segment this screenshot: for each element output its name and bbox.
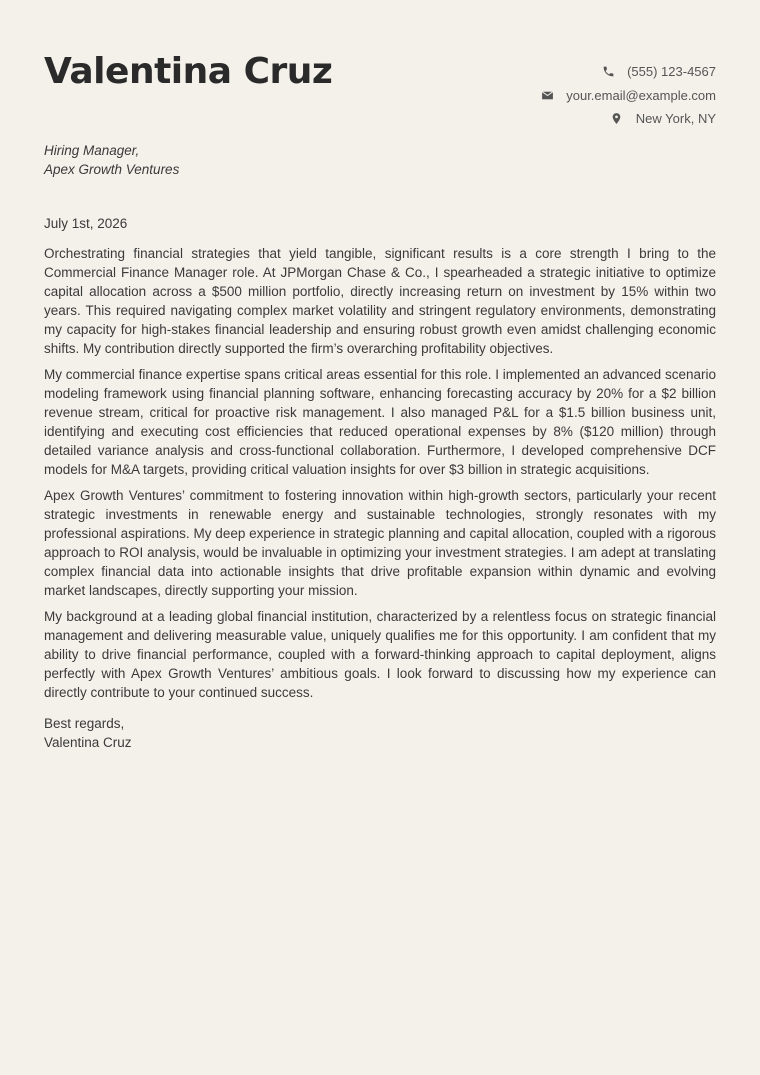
recipient-title: Hiring Manager,: [44, 143, 140, 158]
contact-location: [540, 107, 716, 131]
phone-text: (555) 123-4567: [627, 64, 716, 80]
body-paragraph: My commercial finance expertise spans critical areas essential for this role. I implemented an advanced scenario modeling framework using financial planning software, enhancing forecasting accuracy by 20% for a $2 billion revenue stream, critical for proactive risk management. I also managed P&L for a $1.5 billion business unit, identifying and executing cost efficiencies that reduced operational expenses by 8% ($120 million) through detailed variance analysis and cross-functional collaboration. Furthermore, I developed comprehensive DCF models for M&A targets, providing critical valuation insights for over $3 billion in strategic acquisitions.: [44, 367, 716, 477]
contact-email: [540, 84, 716, 108]
body-paragraph: Apex Growth Ventures’ commitment to fostering innovation within high-growth sectors, particularly your recent strategic investments in renewable energy and sustainable technologies, strongly resonates with my professional aspirations. My deep experience in strategic planning and capital allocation, coupled with a rigorous approach to ROI analysis, would be invaluable in optimizing your investment strategies. I am adept at translating complex financial data into actionable insights that drive profitable expansion within dynamic and evolving market landscapes, directly supporting your mission.: [44, 488, 716, 598]
email-text: your.email@example.com: [566, 87, 716, 103]
letter-closing: [44, 714, 716, 752]
envelope-icon: [540, 88, 554, 102]
location-text: New York, NY: [635, 111, 716, 127]
letter-body: [44, 244, 716, 702]
recipient-block: [44, 141, 716, 179]
body-paragraph: Orchestrating financial strategies that yield tangible, significant results is a core strength I bring to the Commercial Finance Manager role. At JPMorgan Chase & Co., I spearheaded a strategic initiative to optimize capital allocation across a $500 million portfolio, directly increasing return on investment by 15% within two years. This required navigating complex market volatility and stringent regulatory environments, demonstrating my capacity for high-stakes financial leadership and ensuring robust growth even amidst challenging economic shifts. My contribution directly supported the firm’s overarching profitability objectives.: [44, 246, 716, 356]
contact-block: [540, 60, 716, 131]
letter-header: [44, 0, 716, 135]
closing-signature: Valentina Cruz: [44, 735, 132, 750]
map-pin-icon: [610, 112, 624, 126]
recipient-company: Apex Growth Ventures: [44, 162, 180, 177]
phone-icon: [601, 65, 615, 79]
applicant-name: Valentina Cruz: [44, 51, 333, 92]
closing-salutation: Best regards,: [44, 716, 125, 731]
contact-phone: [540, 60, 716, 84]
letter-date: July 1st, 2026: [44, 216, 128, 231]
body-paragraph: My background at a leading global financial institution, characterized by a relentless focus on strategic financial management and delivering measurable value, uniquely qualifies me for this opportunity. I am confident that my ability to drive financial performance, coupled with a forward-thinking approach to capital deployment, aligns perfectly with Apex Growth Ventures’ ambitious goals. I look forward to discussing how my experience can directly contribute to your continued success.: [44, 609, 716, 700]
